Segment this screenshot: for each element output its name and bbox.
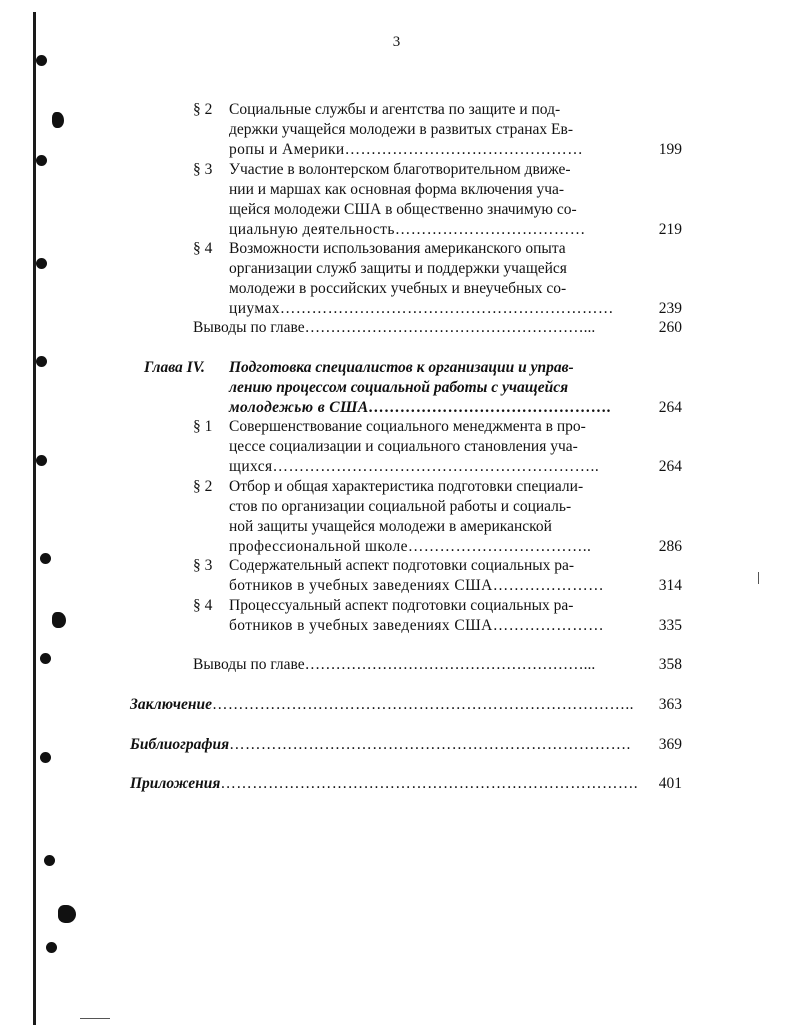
page-ref: 286 (658, 538, 682, 555)
page-ref: 314 (658, 577, 682, 594)
entry-label: Приложения (130, 775, 221, 792)
punch-hole (44, 855, 55, 866)
section-number: § 4 (193, 597, 213, 614)
entry-text-line: щейся молодежи США в общественно значимую со- (229, 201, 577, 218)
entry-text-line: нии и маршах как основная форма включения уча- (229, 181, 565, 198)
entry-text-line: Совершенствование социального менеджмента в про- (229, 418, 586, 435)
entry-text-line: щихся…………………………………………………….. (229, 458, 600, 475)
scan-mark (758, 572, 759, 584)
entry-text-line: молодежи в российских учебных и внеучебных со- (229, 280, 567, 297)
entry-text-line: ботников в учебных заведениях США………………… (229, 577, 605, 594)
punch-hole (36, 55, 47, 66)
punch-hole (40, 653, 51, 664)
entry-text-line: держки учащейся молодежи в развитых странах Ев- (229, 121, 573, 138)
margin-binding-line (33, 12, 36, 1025)
entry-text-line: Выводы по главе………………………………………………... (193, 319, 596, 336)
punch-hole (36, 155, 47, 166)
page-ref: 369 (658, 736, 682, 753)
entry-text-line: профессиональной школе…………………………….. (229, 538, 592, 555)
punch-hole (40, 553, 51, 564)
entry-text-line: Возможности использования американского опыта (229, 240, 566, 257)
page-ref: 264 (658, 458, 682, 475)
punch-hole (40, 752, 51, 763)
punch-hole (36, 356, 47, 367)
page-ref: 264 (658, 399, 682, 416)
entry-text-line: циумах……………………………………………………… (229, 300, 614, 317)
page-ref: 401 (658, 775, 682, 792)
page-ref: 239 (658, 300, 682, 317)
entry-text-line: стов по организации социальной работы и социаль- (229, 498, 572, 515)
entry-text-line: Участие в волонтерском благотворительном движе- (229, 161, 571, 178)
page-ref: 335 (658, 617, 682, 634)
entry-text-line: ной защиты учащейся молодежи в американской (229, 518, 552, 535)
section-number: § 4 (193, 240, 213, 257)
entry-text-line: Отбор и общая характеристика подготовки специали- (229, 478, 584, 495)
chapter-label: Глава IV. (144, 359, 205, 376)
entry-text-line: циальную деятельность……………………………… (229, 221, 586, 238)
punch-hole (36, 258, 47, 269)
chapter-title-line: молодежью в США………………………………………. (229, 399, 612, 416)
ink-blot (58, 905, 76, 923)
leader-dots: ……………………………………………………………………. (220, 775, 639, 792)
page-ref: 363 (658, 696, 682, 713)
entry-text-line: Содержательный аспект подготовки социальных ра- (229, 557, 575, 574)
section-number: § 1 (193, 418, 213, 435)
ink-blot (52, 612, 66, 628)
entry-text-line: организации служб защиты и поддержки учащейся (229, 260, 567, 277)
leader-dots: …………………………………………………………………. (229, 736, 631, 753)
page-ref: 219 (658, 221, 682, 238)
entry-text-line: цессе социализации и социального становления уча- (229, 438, 578, 455)
section-number: § 2 (193, 101, 213, 118)
chapter-title-line: Подготовка специалистов к организации и управ- (229, 359, 574, 376)
entry-text-line: ботников в учебных заведениях США………………… (229, 617, 605, 634)
page-ref: 199 (658, 141, 682, 158)
entry-label: Заключение (130, 696, 212, 713)
section-number: § 3 (193, 557, 213, 574)
page-ref: 358 (658, 656, 682, 673)
scan-mark (80, 1018, 110, 1019)
chapter-title-line: лению процессом социальной работы с учащейся (229, 379, 569, 396)
entry-text-line: Процессуальный аспект подготовки социальных ра- (229, 597, 574, 614)
page-number: 3 (392, 34, 401, 50)
entry-text-line: Социальные службы и агентства по защите и под- (229, 101, 561, 118)
entry-text-line: ропы и Америки……………………………………… (229, 141, 584, 158)
leader-dots: …………………………………………………………………….. (212, 696, 634, 713)
entry-text-line: Выводы по главе………………………………………………... (193, 656, 596, 673)
punch-hole (46, 942, 57, 953)
ink-blot (52, 112, 64, 128)
page-ref: 260 (658, 319, 682, 336)
entry-label: Библиография (130, 736, 230, 753)
section-number: § 2 (193, 478, 213, 495)
punch-hole (36, 455, 47, 466)
section-number: § 3 (193, 161, 213, 178)
